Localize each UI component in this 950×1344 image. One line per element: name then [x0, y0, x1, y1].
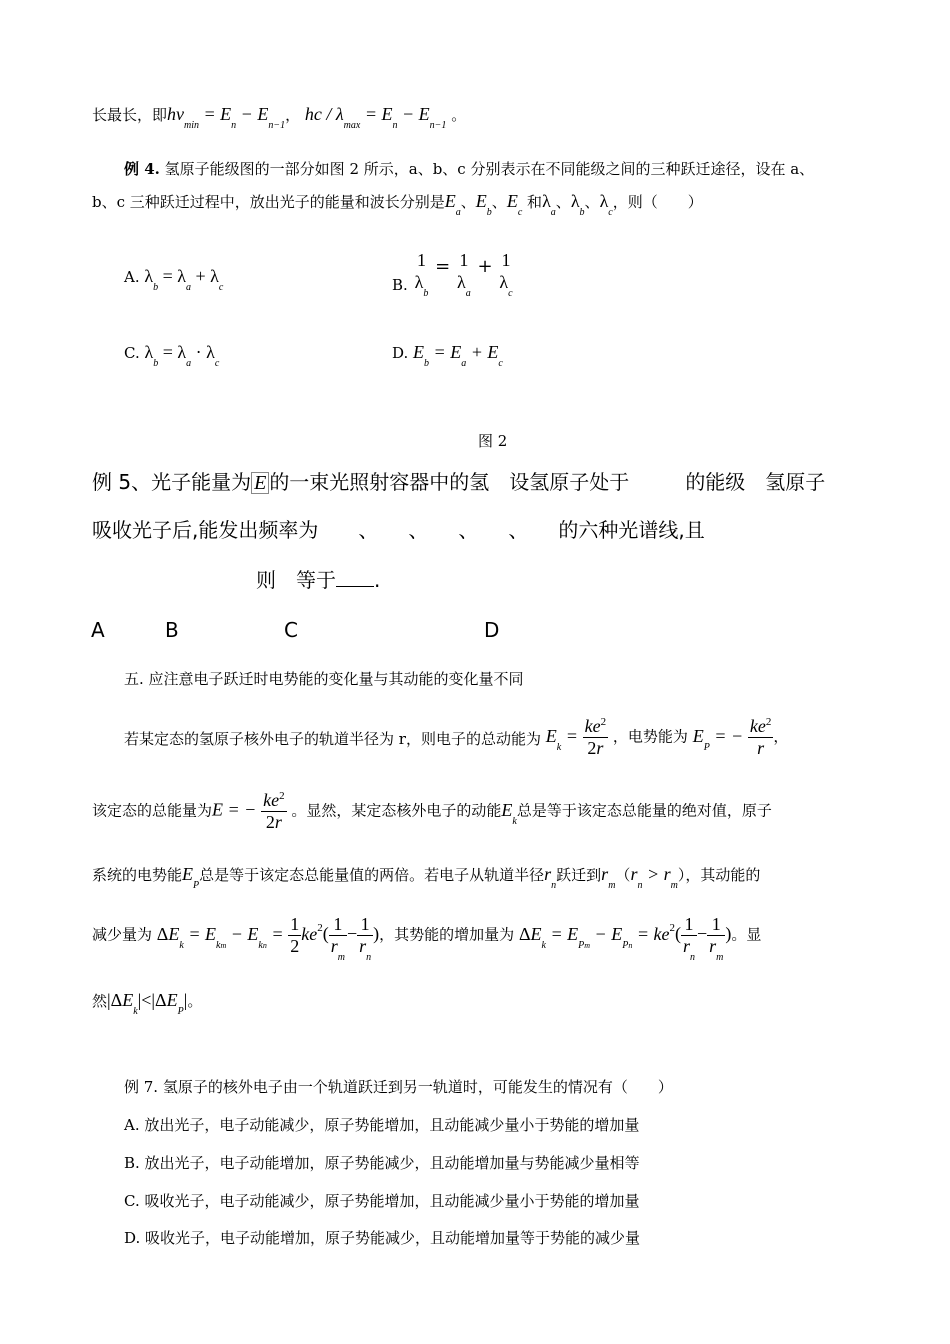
section5-para3: 系统的电势能$E_P$总是等于该定态总能量值的两倍。若电子从轨道半径$r_n$跃迁到$r_m(r_n > r_m)$，其动能的 [92, 864, 761, 891]
ex7-option-b: B. 放出光子，电子动能增加，原子势能减少，且动能增加量与势能减少量相等 [124, 1154, 640, 1172]
ex5-line3: 则 等于 . [256, 568, 381, 592]
ex5-option-a: A [91, 618, 105, 642]
answer-blank [336, 570, 374, 587]
ex5-line1: 例 5、光子能量为 E 的一束光照射容器中的氢 设氢原子处于 的能级 氢原子 [92, 470, 826, 494]
ex4-option-a: A. $\lambda_b = \lambda_a + \lambda_c$ [124, 266, 224, 293]
ex7-option-a: A. 放出光子，电子动能减少，原子势能增加，且动能减少量小于势能的增加量 [124, 1116, 640, 1134]
ex5-line2: 吸收光子后,能发出频率为 、 、 、 、 的六种光谱线,且 [92, 518, 705, 542]
ex4-option-d: D. $E_b = E_a + E_c$ [392, 342, 503, 369]
ex4-option-b: B. 1 $\lambda_b$ = 1 $\lambda_a$ + 1 $\lambda_c$ [392, 250, 513, 299]
ex5-option-d: D [484, 618, 500, 642]
formula-line-1: 长最长，即$h\nu_{min} = E_n - E_{n-1}$， hc / $\lambda_{max} = E_n - E_{n-1}$ 。 [92, 104, 467, 131]
section5-title: 五. 应注意电子跃迁时电势能的变化量与其动能的变化量不同 [124, 670, 524, 688]
ex4-question-line1: 例 4. 氢原子能级图的一部分如图 2 所示，a、b、c 分别表示在不同能级之间的三种跃迁途径，设在 a、 [124, 160, 815, 178]
figure-caption: 图 2 [478, 432, 508, 450]
energy-symbol-box: E [251, 472, 269, 494]
section5-para5: 然$|\Delta E_k|<|\Delta E_P|$。 [92, 990, 203, 1017]
formula-h-nu-min: $h\nu_{min} = E_n - E_{n-1}$ [167, 104, 286, 131]
ex4-option-c: C. $\lambda_b = \lambda_a \cdot \lambda_c$ [124, 342, 220, 369]
ex5-option-b: B [165, 618, 179, 642]
formula-hc-lambda-max: hc / $\lambda_{max} = E_n - E_{n-1}$ [304, 104, 447, 131]
ex4-question-line2: b、c 三种跃迁过程中，放出光子的能量和波长分别是$E_a$、$E_b$、$E_c$ 和$\lambda_a$、$\lambda_b$、$\lambda_c$，则（ ） [92, 191, 703, 218]
ex7-option-d: D. 吸收光子，电子动能增加，原子势能减少，且动能增加量等于势能的减少量 [124, 1229, 641, 1247]
ex7-option-c: C. 吸收光子，电子动能减少，原子势能增加，且动能减少量小于势能的增加量 [124, 1192, 640, 1210]
section5-para1: 若某定态的氢原子核外电子的轨道半径为 r，则电子的总动能为 $E_k$ = $\frac{ke^2}{2r}$ ，电势能为 $E_P$ = − $\frac{ke^2}{r}$ ， [124, 716, 789, 758]
section5-para2: 该定态的总能量为E = − $\frac{ke^2}{2r}$ 。显然，某定态核外电子的动能$E_k$总是等于该定态总能量的绝对值，原子 [92, 790, 772, 832]
ex5-option-c: C [284, 618, 298, 642]
section5-para4: 减少量为 $\Delta E_k = E_{km} - E_{kn}$ = $\frac{1}{2}$ $ke^2$( $\frac{1}{r_m}$ − $\frac{1}{r_n}$ )，其势能的增加量为 $\Delta E_k = E_{Pm} - E_{Pn} = ke^2$( $\frac{1}{r_n}$ − $\frac{1}{r_m}$ )。显 [92, 914, 762, 963]
ex7-question: 例 7. 氢原子的核外电子由一个轨道跃迁到另一轨道时，可能发生的情况有（ ） [124, 1078, 673, 1096]
